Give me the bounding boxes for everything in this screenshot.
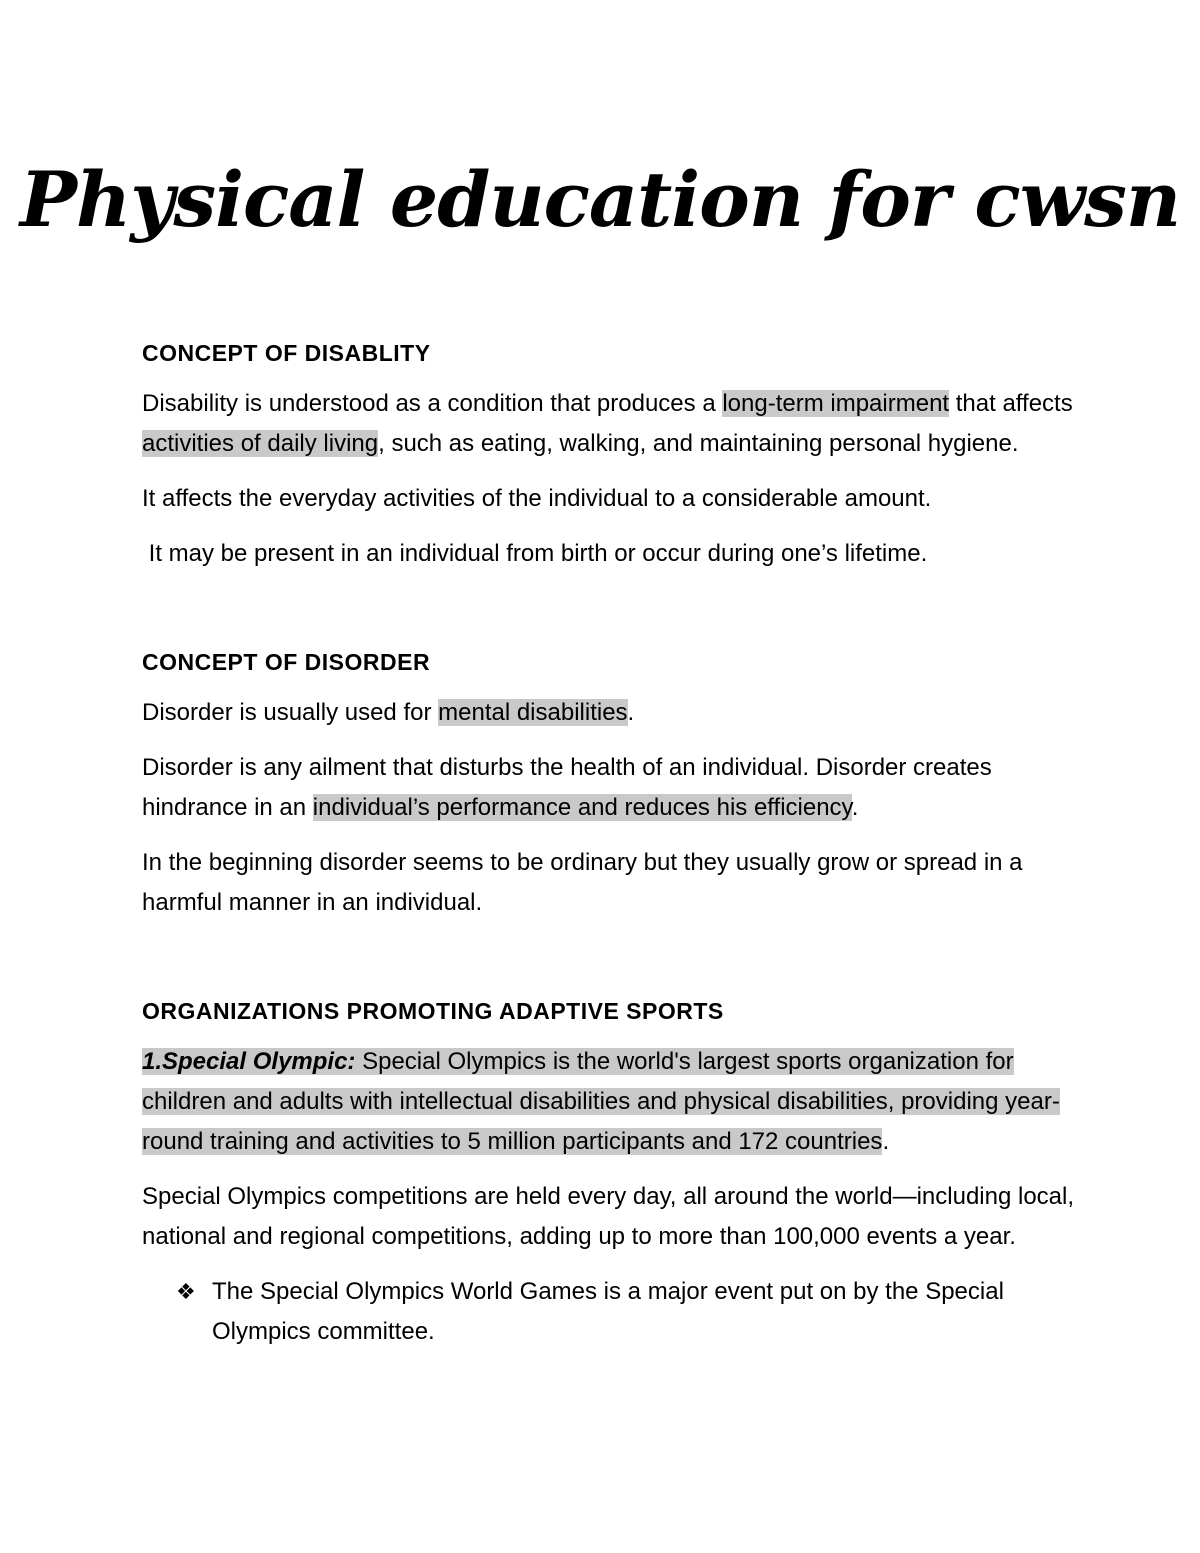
bullet-text: The Special Olympics World Games is a major event put on by the Special Olympics committee. <box>212 1278 1004 1345</box>
text-run: Disorder is any ailment that disturbs the health of an individual. Disorder creates hindrance in an <box>142 754 992 821</box>
document-body <box>142 336 1082 1352</box>
text-run: Special Olympics is the world's largest sports organization for children and adults with intellectual disabilities and physical disabilities, providing year-round training and activities to 5 million participants and 172 countries <box>142 1048 1060 1155</box>
section-heading-disability: CONCEPT OF DISABLITY <box>142 340 431 366</box>
paragraph-disability-onset: It may be present in an individual from birth or occur during one’s lifetime. <box>142 540 928 567</box>
text-run: that affects <box>949 390 1073 417</box>
paragraph-disorder-definition <box>142 748 1082 828</box>
special-olympic-label: 1.Special Olympic: <box>142 1048 356 1075</box>
text-run: , such as eating, walking, and maintaining personal hygiene. <box>378 430 1019 457</box>
paragraph-special-olympic-competitions: Special Olympics competitions are held every day, all around the world—including local, national and regional competitions, adding up to more than 100,000 events a year. <box>142 1183 1075 1250</box>
page-title: Physical education for cwsn <box>19 155 1181 244</box>
paragraph-disability-effect: It affects the everyday activities of the individual to a considerable amount. <box>142 485 932 512</box>
text-run: . <box>627 699 635 726</box>
highlight-long-term-impairment: long-term impairment <box>722 390 950 417</box>
text-run: . <box>851 794 859 821</box>
text-run: Disorder is usually used for <box>142 699 439 726</box>
spacer <box>142 589 1082 645</box>
highlight-special-olympic <box>142 1048 1060 1155</box>
highlight-mental-disabilities: mental disabilities <box>438 699 628 726</box>
paragraph-disorder-growth: In the beginning disorder seems to be ordinary but they usually grow or spread in a harmful manner in an individual. <box>142 849 1023 916</box>
paragraph-special-olympic <box>142 1042 1082 1162</box>
spacer <box>142 938 1082 994</box>
paragraph-disorder-usage <box>142 693 1082 733</box>
highlight-performance-efficiency: individual’s performance and reduces his efficiency <box>312 794 852 821</box>
list-item <box>142 1272 1082 1352</box>
paragraph-disability-definition <box>142 384 1082 464</box>
text-run: . <box>882 1128 890 1155</box>
diamond-bullet-icon: ❖ <box>176 1279 196 1304</box>
section-heading-disorder: CONCEPT OF DISORDER <box>142 649 431 675</box>
section-heading-organizations: ORGANIZATIONS PROMOTING ADAPTIVE SPORTS <box>142 998 724 1024</box>
text-run: Disability is understood as a condition that produces a <box>142 390 723 417</box>
highlight-activities-daily-living: activities of daily living <box>142 430 379 457</box>
